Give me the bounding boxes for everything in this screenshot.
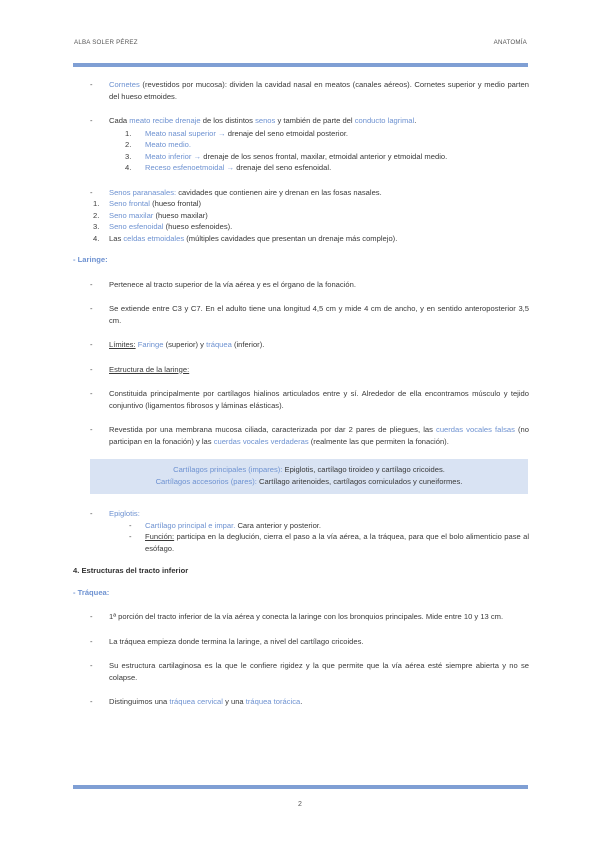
cornetes-text: (revestidos por mucosa): dividen la cavidad nasal en meatos (canales aéreos). Cornetes superior y medio parten del hueso etmoides.	[109, 80, 529, 101]
bullet-dash: -	[90, 279, 93, 289]
list-number: 2.	[93, 210, 100, 220]
term-conducto-lagrimal: conducto lagrimal	[354, 116, 415, 125]
section-title-laringe: - Laringe:	[73, 255, 108, 264]
box-line-accesorios	[90, 476, 528, 488]
seno-text: (hueso frontal)	[149, 199, 202, 208]
seno-text: (hueso maxilar)	[153, 210, 208, 220]
meato-item	[73, 139, 529, 151]
bullet-dash: -	[90, 425, 93, 434]
seno-text: (múltiples cavidades que presentan un drenaje más complejo).	[184, 233, 398, 243]
list-item	[73, 303, 529, 326]
list-number: 3.	[93, 222, 100, 231]
term-faringe: Faringe	[137, 340, 164, 349]
term-cartilagos-principales: Cartílagos principales (impares):	[173, 465, 283, 474]
meato-item	[73, 151, 529, 163]
cartilagos-box	[90, 459, 528, 494]
term-seno: Seno frontal	[109, 199, 150, 208]
term-cartilagos-accesorios: Cartílagos accesorios (pares):	[155, 477, 257, 486]
seno-pre: Las	[109, 233, 124, 243]
traquea-p3: Su estructura cartilaginosa es la que le confiere rigidez y la que permite que la vía aérea esté siempre abierta y no se colapse.	[109, 661, 529, 682]
page-number: 2	[298, 801, 302, 808]
meato-text: drenaje de los senos frontal, maxilar, etmoidal anterior y etmoidal medio.	[201, 151, 448, 161]
bullet-dash: -	[90, 364, 93, 374]
list-number: 1.	[125, 128, 132, 138]
term-meato-drenaje: meato recibe drenaje	[129, 116, 201, 125]
list-number: 1.	[93, 199, 100, 208]
seno-item	[73, 210, 529, 222]
list-item-epiglotis	[73, 508, 529, 520]
bullet-dash: -	[90, 340, 93, 349]
bullet-dash: -	[90, 304, 93, 313]
limites-end: (inferior).	[231, 340, 265, 349]
bullet-dash: -	[90, 187, 93, 197]
heading-tracto-inferior: 4. Estructuras del tracto inferior	[73, 566, 189, 575]
list-number: 4.	[93, 233, 100, 243]
list-number: 2.	[125, 140, 132, 149]
header-author: ALBA SOLER PÉREZ	[74, 39, 138, 46]
list-item	[73, 636, 529, 648]
meato-item	[73, 162, 529, 174]
page-content	[73, 75, 529, 708]
cuerdas-mid: (no participan en la fonación) y las	[109, 425, 529, 446]
bullet-dash: -	[90, 116, 93, 125]
term-meato: Meato nasal superior →	[145, 128, 226, 138]
term-traquea: tráquea	[206, 340, 232, 349]
bullet-dash: -	[90, 80, 93, 89]
list-item-limites	[73, 339, 529, 351]
term-seno: celdas etmoidales	[123, 233, 185, 243]
term-epiglotis: Epiglotis:	[109, 509, 140, 518]
bullet-dash: -	[129, 520, 132, 530]
list-item-cuerdas	[73, 424, 529, 447]
traquea-p2: La tráquea empieza donde termina la laringe, a nivel del cartílago cricoides.	[109, 636, 364, 646]
bullet-dash: -	[90, 636, 93, 646]
header-subject: ANATOMÍA	[493, 39, 527, 46]
meatos-mid: de los distintos	[200, 116, 256, 125]
list-item-cornetes	[73, 79, 529, 102]
term-cuerdas-falsas: cuerdas vocales falsas	[436, 425, 515, 434]
meatos-end: .	[414, 116, 417, 125]
list-item	[73, 611, 529, 623]
bullet-dash: -	[90, 697, 93, 706]
senos-text: cavidades que contienen aire y drenan en las fosas nasales.	[176, 187, 382, 197]
term-cornetes: Cornetes	[109, 80, 140, 89]
bullet-dash: -	[90, 661, 93, 670]
tipos-pre: Distinguimos una	[109, 697, 170, 706]
limites-label: Límites:	[109, 340, 136, 349]
epi-sub1-text: Cara anterior y posterior.	[235, 520, 322, 530]
funcion-label: Función:	[145, 532, 175, 541]
box-line2-text: Cartílago aritenoides, cartílagos corniculados y cuneiformes.	[256, 477, 463, 486]
term-meato: Meato medio.	[145, 140, 192, 149]
list-number: 3.	[125, 151, 132, 161]
list-item-traquea-tipos	[73, 696, 529, 708]
footer-rule	[73, 785, 528, 789]
seno-item	[73, 233, 529, 245]
list-number: 4.	[125, 163, 132, 172]
box-line1-text: Epiglotis, cartílago tiroideo y cartílago cricoides.	[282, 465, 445, 474]
header-rule	[73, 63, 528, 67]
term-meato: Meato inferior →	[145, 151, 202, 161]
bullet-dash: -	[90, 612, 93, 621]
seno-item	[73, 198, 529, 210]
bullet-dash: -	[90, 509, 93, 518]
section-title-traquea: - Tráquea:	[73, 587, 110, 597]
cuerdas-end: (realmente las que permiten la fonación).	[308, 436, 449, 446]
term-seno: Seno esfenoidal	[109, 222, 164, 231]
box-line-principales	[90, 464, 528, 476]
laringe-p2: Se extiende entre C3 y C7. En el adulto tiene una longitud 4,5 cm y mide 4 cm de ancho, y en sentido anteroposterior 3,5 cm.	[109, 304, 529, 325]
meatos-mid2: y también de parte del	[275, 116, 355, 125]
term-cuerdas-verdaderas: cuerdas vocales verdaderas	[213, 436, 309, 446]
term-senos-paranasales: Senos paranasales:	[109, 187, 177, 197]
meato-text: drenaje del seno esfenoidal.	[234, 163, 332, 172]
list-item	[73, 279, 529, 291]
laringe-p1: Pertenece al tracto superior de la vía aérea y es el órgano de la fonación.	[109, 279, 356, 289]
term-meato: Receso esfenoetmoidal →	[145, 163, 235, 172]
seno-item	[73, 221, 529, 233]
list-item-meatos	[73, 115, 529, 127]
epi-sub2-text: participa en la deglución, cierra el paso a la vía aérea, a la tráquea, para que el bolo alimenticio pase al esófago.	[145, 532, 529, 553]
term-senos: senos	[255, 116, 276, 125]
traquea-p1: 1ª porción del tracto inferior de la vía aérea y conecta la laringe con los bronquios principales. Mide entre 10 y 13 cm.	[109, 612, 504, 621]
epiglotis-sub	[73, 520, 529, 532]
tipos-mid: y una	[222, 697, 246, 706]
meatos-pre: Cada	[109, 116, 130, 125]
list-item	[73, 388, 529, 411]
bullet-dash: -	[90, 389, 93, 398]
meato-text: drenaje del seno etmoidal posterior.	[225, 128, 349, 138]
meato-item	[73, 128, 529, 140]
term-traquea-toracica: tráquea torácica	[245, 697, 301, 706]
list-item-estructura	[73, 364, 529, 376]
term-seno: Seno maxilar	[109, 210, 154, 220]
cuerdas-pre: Revestida por una membrana mucosa ciliada, caracterizada por dar 2 pares de pliegues, las	[109, 425, 437, 434]
tipos-end: .	[300, 697, 303, 706]
epiglotis-sub	[73, 531, 529, 554]
seno-text: (hueso esfenoides).	[163, 222, 233, 231]
term-cartilago-principal: Cartílago principal e impar.	[145, 520, 236, 530]
estructura-label: Estructura de la laringe:	[109, 364, 190, 374]
term-traquea-cervical: tráquea cervical	[169, 697, 223, 706]
bullet-dash: -	[129, 532, 132, 541]
laringe-p3: Constituida principalmente por cartílagos hialinos articulados entre y sí. Alrededor de ella encontramos músculo y tejido conjuntivo (ligamentos fibrosos y láminas elásticas).	[109, 389, 529, 410]
limites-mid: (superior) y	[163, 340, 207, 349]
list-item-senos	[73, 187, 529, 199]
list-item	[73, 660, 529, 683]
